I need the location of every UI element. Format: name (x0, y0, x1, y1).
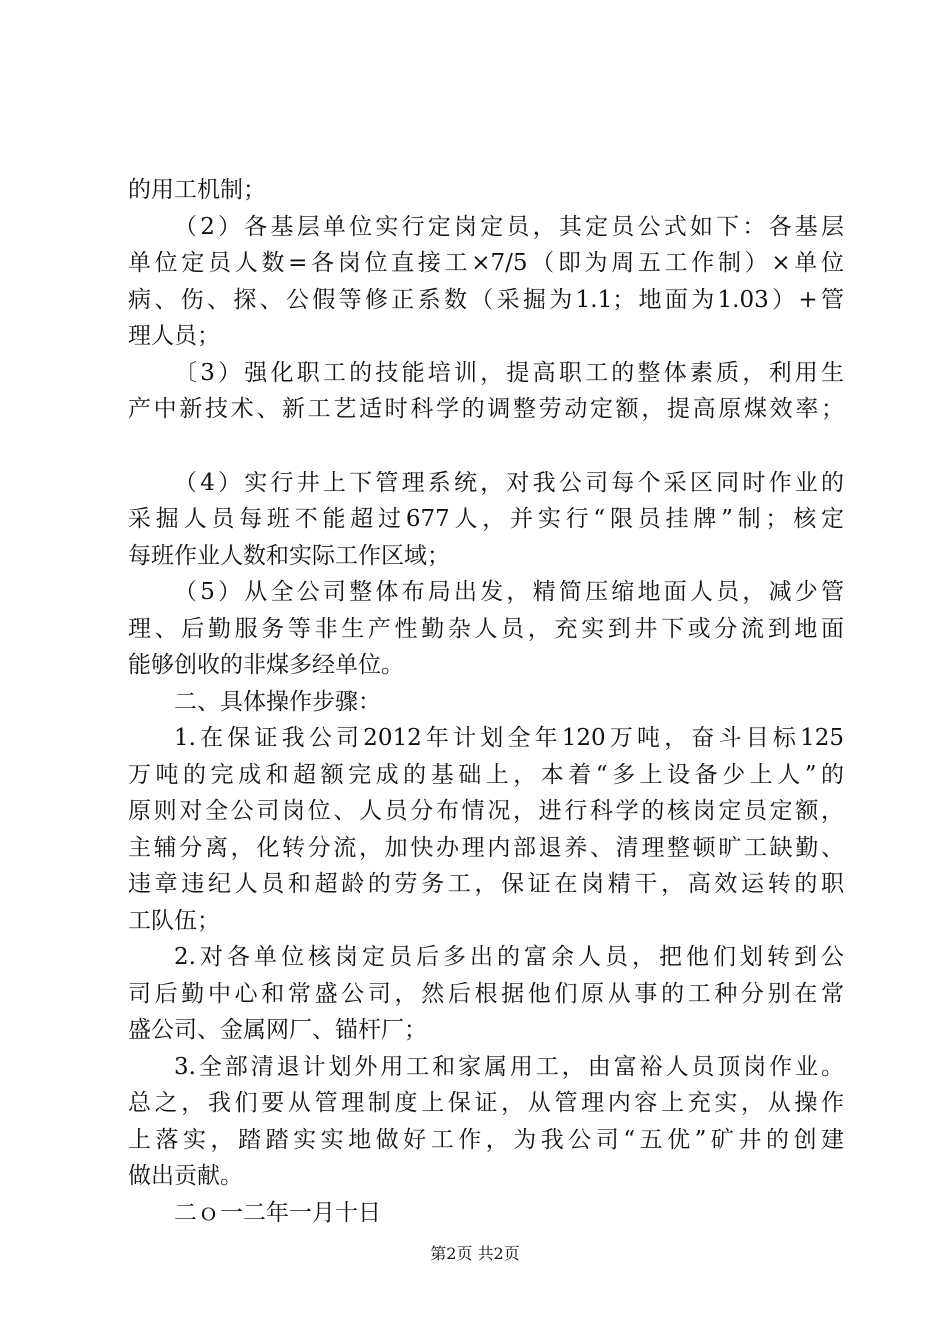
paragraph-line: 盛公司、金属网厂、锚杆厂； (128, 1017, 427, 1043)
paragraph-line: 理人员； (128, 323, 220, 349)
paragraph-line: 总之，我们要从管理制度上保证，从管理内容上充实，从操作 (128, 1090, 844, 1116)
paragraph-line: 3.全部清退计划外用工和家属用工，由富裕人员顶岗作业。 (174, 1053, 844, 1080)
document-date: 二ｏ一二年一月十日 (174, 1199, 381, 1226)
paragraph-line: 病、伤、探、公假等修正系数（采掘为1.1；地面为1.03）+管 (128, 286, 844, 313)
paragraph-line: 2.对各单位核岗定员后多出的富余人员，把他们划转到公 (174, 944, 844, 970)
blank-line (128, 428, 844, 465)
paragraph-line: 做出贡献。 (128, 1163, 243, 1189)
paragraph-line: 理、后勤服务等非生产性勤杂人员，充实到井下或分流到地面 (128, 615, 844, 642)
paragraph-line: 〔3）强化职工的技能培训，提高职工的整体素质，利用生 (174, 359, 844, 386)
paragraph-line: 司后勤中心和常盛公司，然后根据他们原从事的工种分别在常 (128, 980, 844, 1007)
paragraph-line: 产中新技术、新工艺适时科学的调整劳动定额，提高原煤效率； (128, 396, 844, 422)
page-number-footer: 第2页 共2页 (430, 1244, 520, 1263)
paragraph-line: （2）各基层单位实行定岗定员，其定员公式如下：各基层 (174, 213, 844, 240)
paragraph-line: 原则对全公司岗位、人员分布情况，进行科学的核岗定员定额， (128, 798, 844, 824)
paragraph-line: 上落实，踏踏实实地做好工作，为我公司“五优”矿井的创建 (128, 1126, 844, 1153)
paragraph-line: 违章违纪人员和超龄的劳务工，保证在岗精干，高效运转的职 (128, 871, 844, 897)
paragraph-line: 万吨的完成和超额完成的基础上，本着“多上设备少上人”的 (128, 761, 844, 788)
paragraph-line: （4）实行井上下管理系统，对我公司每个采区同时作业的 (174, 469, 844, 496)
section-heading: 二、具体操作步骤： (174, 688, 381, 715)
paragraph-line: 的用工机制； (128, 177, 266, 203)
paragraph-line: 能够创收的非煤多经单位。 (128, 652, 404, 678)
paragraph-line: 1.在保证我公司2012年计划全年120万吨，奋斗目标125 (174, 725, 844, 751)
paragraph-line: 单位定员人数=各岗位直接工×7/5（即为周五工作制）×单位 (128, 250, 844, 276)
paragraph-line: 每班作业人数和实际工作区域； (128, 542, 450, 569)
paragraph-line: 主辅分离，化转分流，加快办理内部退养、清理整顿旷工缺勤、 (128, 834, 844, 861)
paragraph-line: 工队伍； (128, 907, 220, 934)
paragraph-line: （5）从全公司整体布局出发，精简压缩地面人员，减少管 (174, 579, 844, 605)
paragraph-line: 采掘人员每班不能超过677人，并实行“限员挂牌”制；核定 (128, 506, 844, 532)
document-body (128, 172, 844, 1231)
